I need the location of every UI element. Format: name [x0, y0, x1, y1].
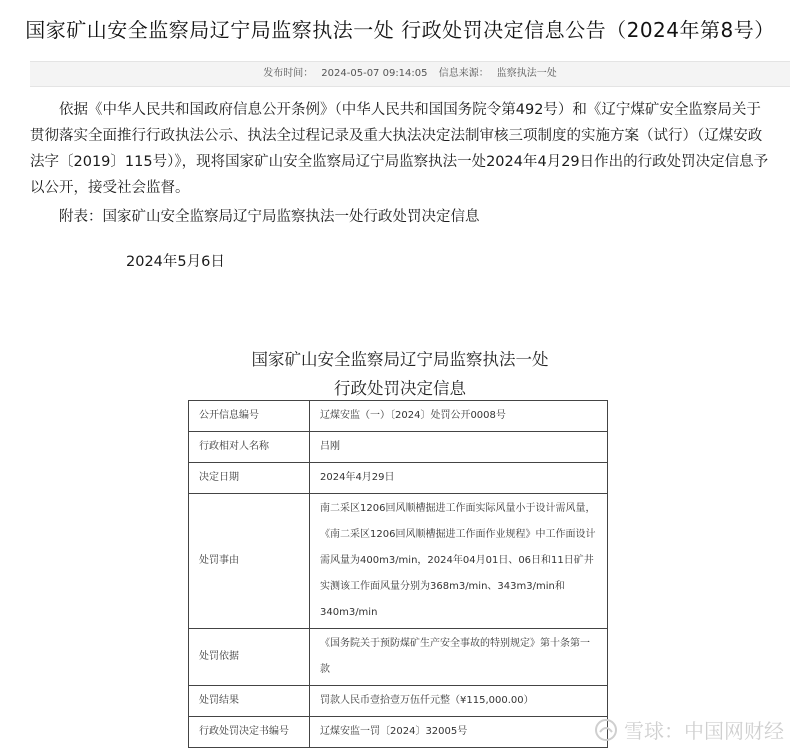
- notice-date: 2024年5月6日: [126, 254, 225, 270]
- table-row: [189, 629, 608, 686]
- decision-title-line1: 国家矿山安全监察局辽宁局监察执法一处: [251, 350, 549, 369]
- table-row: [189, 717, 608, 748]
- row-label: 决定日期: [189, 463, 310, 494]
- row-label: 处罚依据: [189, 629, 310, 686]
- snowball-icon: [594, 718, 618, 742]
- table-row: [189, 686, 608, 717]
- publish-time: 2024-05-07 09:14:05: [321, 68, 428, 79]
- row-value: 罚款人民币壹拾壹万伍仟元整（¥115,000.00）: [310, 686, 608, 717]
- table-row: [189, 463, 608, 494]
- row-label: 处罚结果: [189, 686, 310, 717]
- row-label: 行政处罚决定书编号: [189, 717, 310, 748]
- source-label: 信息来源：: [438, 68, 489, 79]
- row-label: 公开信息编号: [189, 401, 310, 432]
- row-value: 辽煤安监一罚〔2024〕32005号: [310, 717, 608, 748]
- row-value: 南二采区1206回风顺槽掘进工作面实际风量小于设计需风量，《南二采区1206回风顺槽掘进工作面作业规程》中工作面设计需风量为400m3/min，2024年04月01日、06日和11日矿井实测该工作面风量分别为368m3/min、343m3/min和340m3/min: [310, 494, 608, 629]
- table-row: [189, 494, 608, 629]
- watermark: [594, 715, 784, 744]
- watermark-text: 雪球：中国网财经: [624, 719, 784, 743]
- row-value: 辽煤安监（一）〔2024〕处罚公开0008号: [310, 401, 608, 432]
- row-value: 吕刚: [310, 432, 608, 463]
- row-value: 2024年4月29日: [310, 463, 608, 494]
- intro-paragraph: 依据《中华人民共和国政府信息公开条例》（中华人民共和国国务院令第492号）和《辽宁煤矿安全监察局关于贯彻落实全面推行行政执法公示、执法全过程记录及重大执法决定法制审核三项制度的实施方案（试行）（辽煤安政法字〔2019〕115号）》，现将国家矿山安全监察局辽宁局监察执法一处2024年4月29日作出的行政处罚决定信息予以公开，接受社会监督。: [30, 102, 769, 196]
- page-title: 国家矿山安全监察局辽宁局监察执法一处 行政处罚决定信息公告（2024年第8号）: [25, 18, 775, 42]
- meta-bar: [30, 61, 790, 87]
- decision-table: [188, 400, 608, 748]
- source: 监察执法一处: [496, 68, 557, 79]
- table-row: [189, 401, 608, 432]
- decision-title-line2: 行政处罚决定信息: [334, 379, 466, 398]
- table-row: [189, 432, 608, 463]
- publish-time-label: 发布时间：: [263, 68, 314, 79]
- row-label: 行政相对人名称: [189, 432, 310, 463]
- row-label: 处罚事由: [189, 494, 310, 629]
- attachment-note: 附表：国家矿山安全监察局辽宁局监察执法一处行政处罚决定信息: [59, 209, 480, 225]
- row-value: 《国务院关于预防煤矿生产安全事故的特别规定》第十条第一款: [310, 629, 608, 686]
